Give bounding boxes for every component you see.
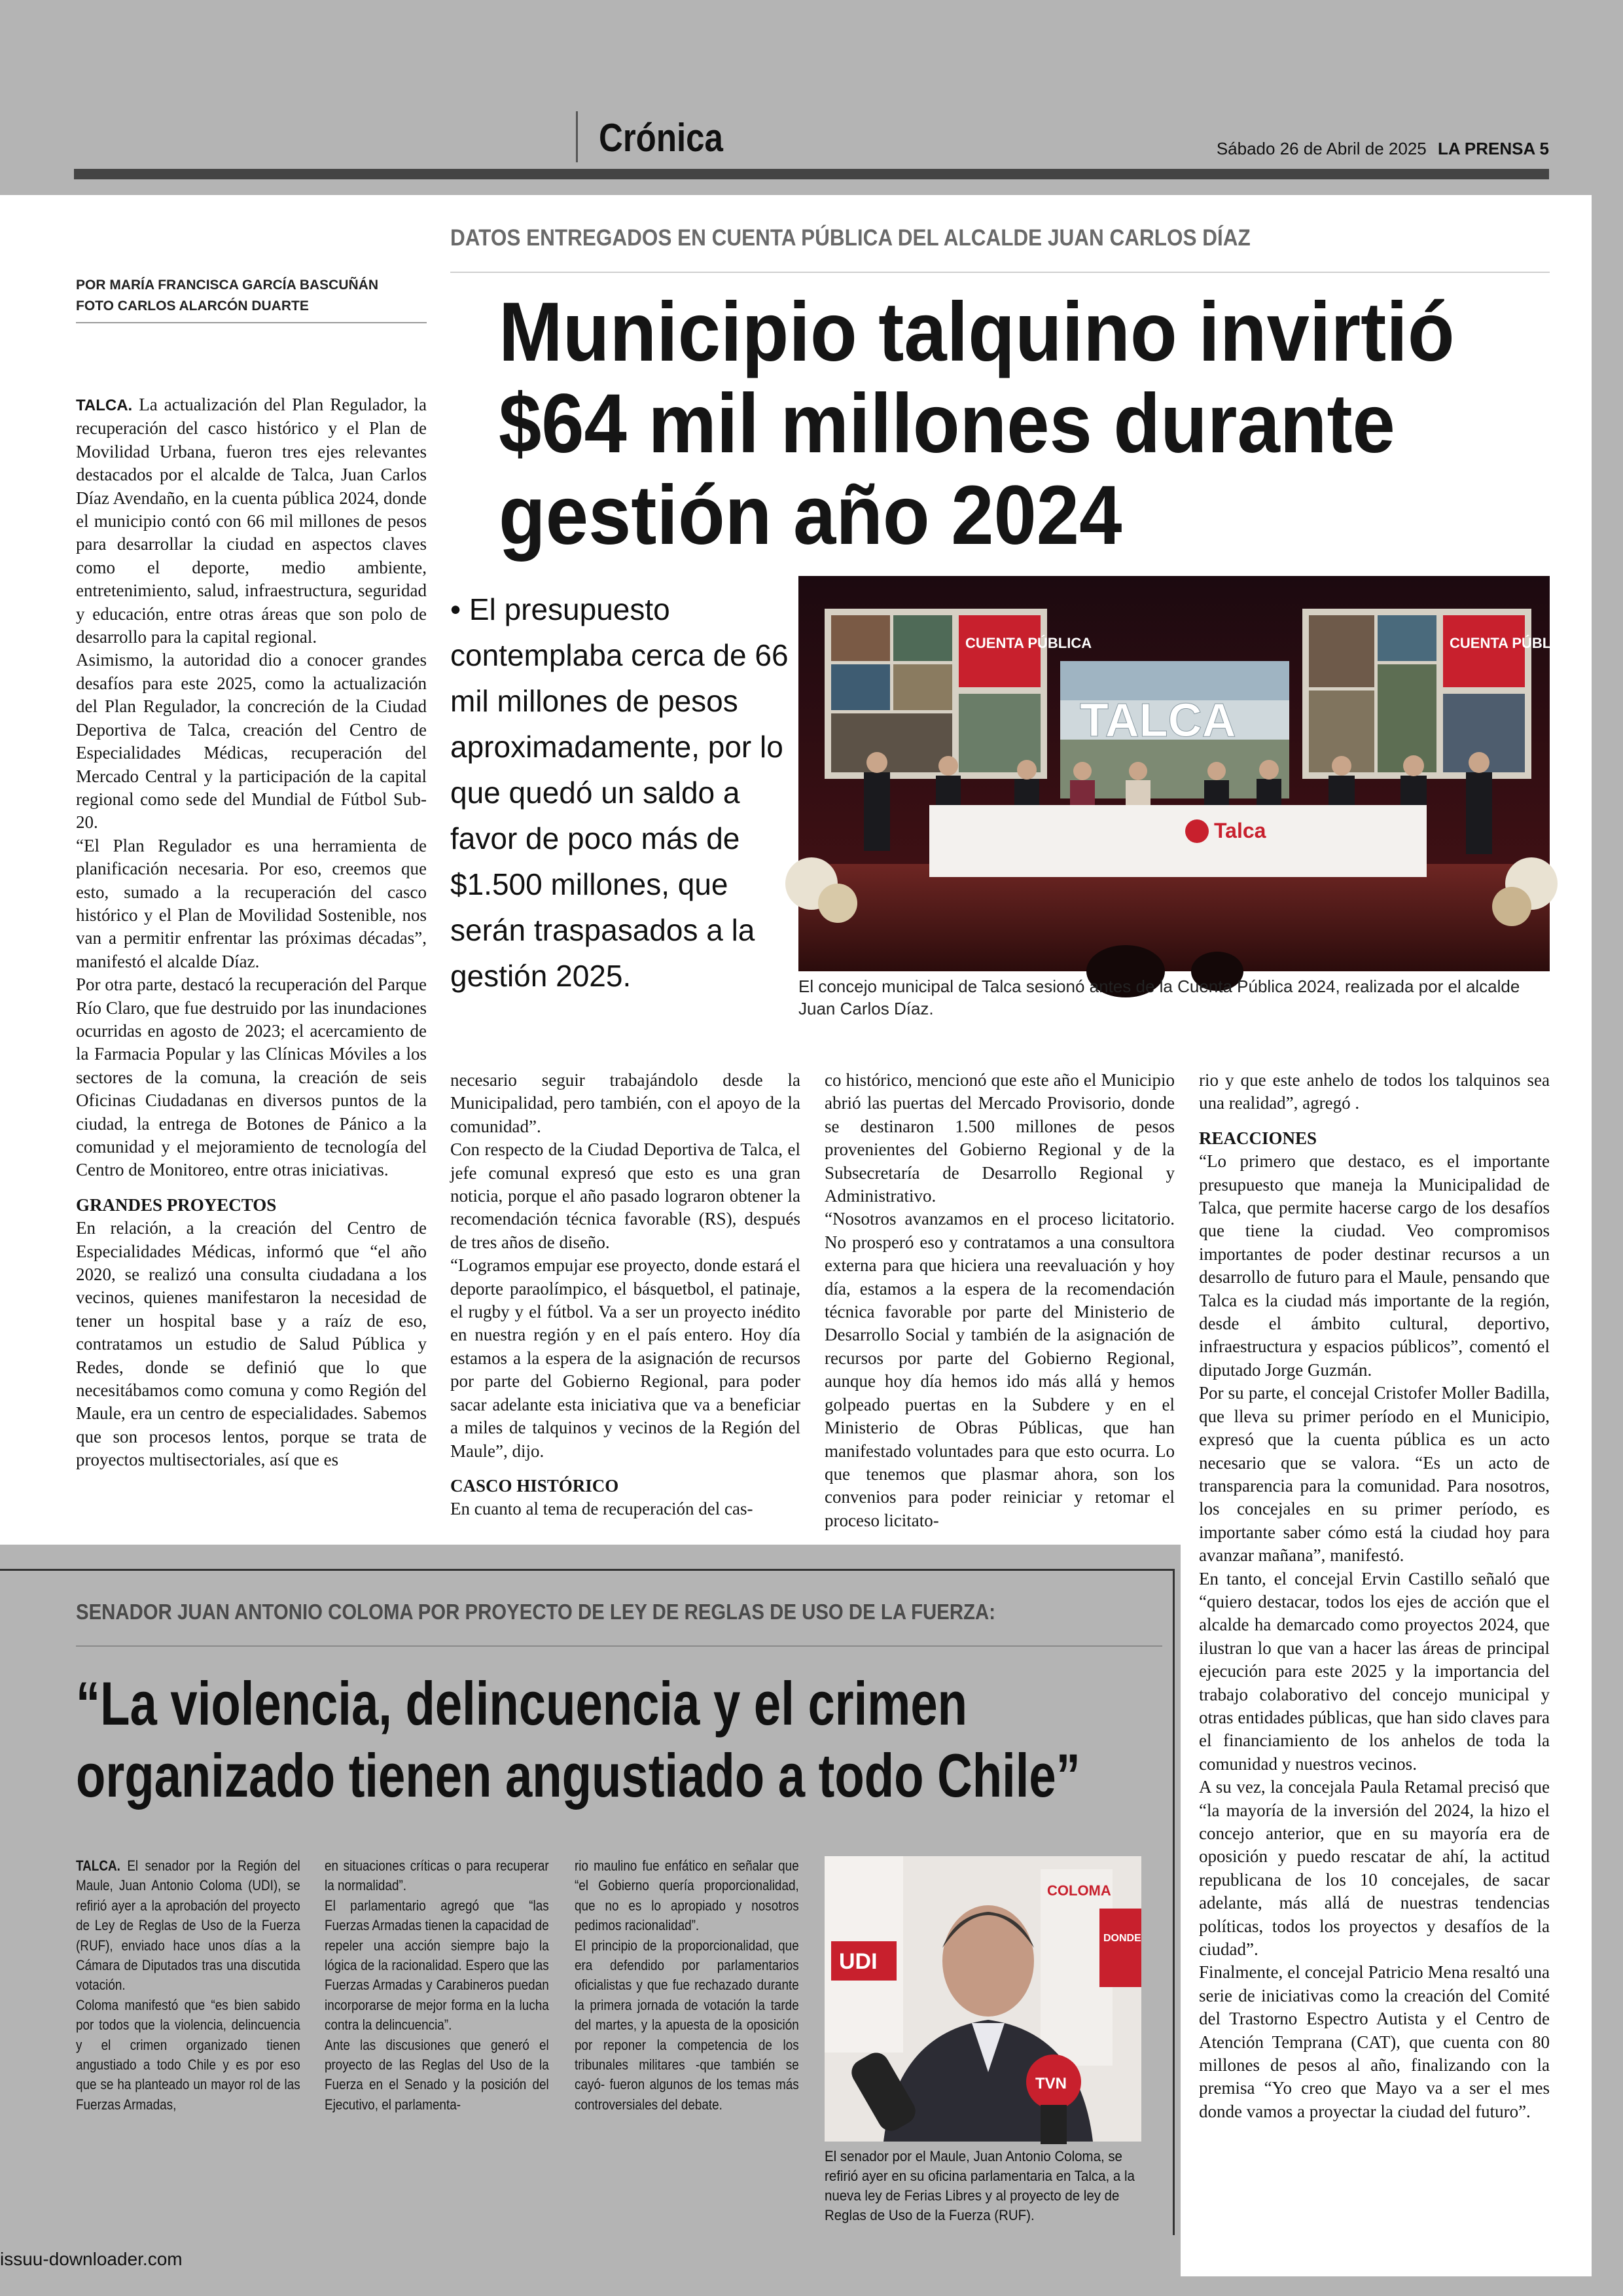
headline-line-3: gestión año 2024 [499, 469, 1122, 562]
center-screen-text: TALCA [1080, 694, 1236, 747]
banner-coloma-text: COLOMA [1047, 1882, 1111, 1899]
col1-para-5: En relación, a la creación del Centro de Especialidades Médicas, informó que “el año 2020, se realizó una consulta ciudadana a los vecinos, quienes manifestaron la necesidad de tener un hospital base y a raíz de eso, contratamos un estudio de Salud Pública y Redes, donde se definió que lo que necesitábamos como comuna y como Región del Maule, era un centro de especialidades. Sabemos que son procesos lentos, porque se trata de proyectos multisectoriales, así que es [76, 1218, 427, 1470]
headline-line-1: Municipio talquino invirtió [499, 285, 1455, 379]
box-column-2 [325, 1856, 549, 2115]
box-col2-para-1: en situaciones críticas o para recuperar la normalidad”. [325, 1857, 549, 1894]
box-headline-line-1: “La violencia, delincuencia y el crimen [76, 1669, 967, 1738]
col2-para-4: En cuanto al tema de recuperación del cas- [450, 1499, 753, 1519]
article-column-1 [76, 393, 427, 1472]
right-screen-text: CUENTA PÚBLICA [1450, 635, 1577, 651]
box-col1-para-1: El senador por la Región del Maule, Juan Antonio Coloma (UDI), se refirió ayer a la aprobación del proyecto de Ley de Reglas de Uso de la Fuerza (RUF), enviado hace unos días a la Cámara de Diputados tras una discutida votación. [76, 1857, 300, 1994]
podium-text: Talca [1214, 819, 1266, 842]
senator-photo [825, 1856, 1141, 2142]
col2-para-3: “Logramos empujar ese proyecto, donde estará el deporte paraolímpico, el básquetbol, el patinaje, el rugby y el fútbol. Va a ser un proyecto inédito en nuestra región y en el país entero. Hoy día estamos a la espera de la asignación de recursos por parte del Gobierno Regional, para poder sacar adelante esta iniciativa que va a beneficiar a miles de talquinos y vecinos de la Región del Maule”, dijo. [450, 1255, 800, 1461]
col2-para-2: Con respecto de la Ciudad Deportiva de Talca, el jefe comunal expresó que esto es una gran noticia, porque el año pasado lograron obtener la recomendación técnica favorable (RS), después de tres años de diseño. [450, 1139, 800, 1252]
article-column-4 [1199, 1069, 1550, 2123]
council-table [929, 805, 1427, 877]
subhead-reacciones: REACCIONES [1199, 1128, 1317, 1148]
byline [76, 275, 427, 317]
council-photo [798, 576, 1577, 971]
col1-para-3: “El Plan Regulador es una herramienta de planificación necesaria. Por eso, creemos que esto, sumado a la recuperación del casco histórico y el Plan de Movilidad Sostenible, nos van a permitir enfrentar las próximas décadas”, manifestó el alcalde Díaz. [76, 835, 427, 971]
col4-para-5: A su vez, la concejala Paula Retamal precisó que “la mayoría de la inversión del 2024, la hizo el concejo anterior, que en su mayoría era de oposición y puedo rescatar de ahí, la actitud republicana de los 10 concejales, de sacar adelante, más allá de nuestras tendencias políticas, todos los proyectos y desafíos de la ciudad”. [1199, 1777, 1550, 1960]
dateline: TALCA. [76, 397, 133, 414]
summary-bullet: • [450, 592, 461, 626]
banner-donde-text: DONDE [1103, 1933, 1141, 1944]
box-column-1 [76, 1856, 300, 2115]
box-kicker: SENADOR JUAN ANTONIO COLOMA POR PROYECTO DE LEY DE REGLAS DE USO DE LA FUERZA: [76, 1600, 995, 1624]
col3-para-1: co histórico, mencionó que este año el Municipio abrió las puertas del Mercado Provisorio, donde se destinaron 1.500 millones de pesos provenientes del Gobierno Regional y de la Subsecretaría de Desarrollo Regional y Administrativo. [825, 1070, 1175, 1206]
article-summary [450, 586, 791, 999]
col1-para-2: Asimismo, la autoridad dio a conocer grandes desafíos para este 2025, como la actualización del Plan Regulador, la concreción de la Ciudad Deportiva de Talca, creación del Centro de Especialidades Médicas, recuperación del Mercado Central y la participación de la capital regional como sede del Mundial de Fútbol Sub-20. [76, 650, 427, 833]
box-col3-para-1: rio maulino fue enfático en señalar que “el Gobierno quería proporcionalidad, que no es lo apropiado y nosotros pedimos racionalidad”. [575, 1857, 799, 1934]
box-column-3 [575, 1856, 799, 2115]
byline-photo: FOTO CARLOS ALARCÓN DUARTE [76, 298, 309, 314]
article-kicker: DATOS ENTREGADOS EN CUENTA PÚBLICA DEL ALCALDE JUAN CARLOS DÍAZ [450, 225, 1251, 251]
watermark: issuu-downloader.com [0, 2249, 183, 2269]
header-date-text: Sábado 26 de Abril de 2025 [1216, 139, 1427, 158]
article-headline [499, 287, 1541, 562]
col4-para-1: rio y que este anhelo de todos los talquinos sea una realidad”, agregó . [1199, 1070, 1550, 1113]
col4-para-6: Finalmente, el concejal Patricio Mena resaltó una serie de iniciativas como la creación del Comité del Trastorno Espectro Autista y el Centro de Atención Temprana (CAT), que cuenta con 80 millones de pesos al año, finalizando con la premisa “Yo creo que Mayo va a ser el mes donde vamos a proyectar la ciudad del futuro”. [1199, 1962, 1550, 2121]
left-screen-text: CUENTA PÚBLICA [965, 635, 1092, 651]
box-top-rule [0, 1569, 1173, 1571]
banner-udi-text: UDI [839, 1949, 878, 1974]
col2-para-1: necesario seguir trabajándolo desde la Municipalidad, pero también, con el apoyo de la comunidad”. [450, 1070, 800, 1136]
box-headline-line-2: organizado tienen angustiado a todo Chile” [76, 1741, 1080, 1810]
council-photo-svg [798, 576, 1577, 971]
col4-para-2: “Lo primero que destaco, es el importante presupuesto que maneja la Municipalidad de Talca, que permite hacerse cargo de los desafíos que tiene la ciudad. Veo compromisos importantes de poder destinar recursos a un desarrollo de futuro para el Maule, pensando que Talca es la ciudad más importante de la región, desde el ámbito cultural, deportivo, infraestructura y espacios públicos”, comentó el diputado Jorge Guzmán. [1199, 1151, 1550, 1380]
box-col3-para-2: El principio de la proporcionalidad, que era defendido por parlamentarios oficialistas y que fue rechazado durante la primera jornada de votación la tarde del martes, y la apuesta de la oposición por reponer la competencia de los tribunales militares -que también se cayó- fueron algunos de los temas más controversiales del debate. [575, 1937, 799, 2113]
kicker-rule [450, 272, 1550, 273]
header-date [1217, 139, 1549, 159]
headline-line-2: $64 mil millones durante [499, 377, 1395, 471]
section-title: Crónica [599, 116, 723, 160]
byline-author: POR MARÍA FRANCISCA GARCÍA BASCUÑÁN [76, 278, 378, 293]
box-col2-para-2: El parlamentario agregó que “las Fuerzas Armadas tienen la capacidad de repeler una acción siempre bajo la lógica de la racionalidad. Espero que las Fuerzas Armadas y Carabineros puedan incorporarse de mejor forma en la lucha contra la delincuencia”. [325, 1897, 549, 2034]
subhead-casco-historico: CASCO HISTÓRICO [450, 1475, 619, 1496]
subhead-grandes-proyectos: GRANDES PROYECTOS [76, 1194, 277, 1215]
col4-para-3: Por su parte, el concejal Cristofer Moller Badilla, que lleva su primer período en el Municipio, expresó que la cuenta pública es un acto necesario que se valora. “Es un acto de transparencia para la comunidad. Para nosotros, los concejales en su primer período, es importante saber cómo está la ciudad hoy para avanzar mañana”, manifestó. [1199, 1383, 1550, 1566]
senator-photo-svg [825, 1856, 1141, 2142]
box-col2-para-3: Ante las discusiones que generó el proyecto de las Reglas del Uso de la Fuerza en el Senado y la posición del Ejecutivo, el parlamenta- [325, 2036, 549, 2113]
box-kicker-rule [76, 1645, 1162, 1647]
byline-rule [76, 322, 427, 323]
header-divider [576, 111, 578, 162]
col4-para-4: En tanto, el concejal Ervin Castillo señaló que “quiero destacar, todos los ejes de acción que el alcalde ha demarcado como proyectos 2024, que ilustran lo que van a hacer las áreas de principal ejecución para este 2025 y la importancia del trabajo colaborativo del concejo municipal y otras entidades públicas, que han sido claves para el financiamiento de los anhelos de toda la comunidad y nuestros vecinos. [1199, 1568, 1550, 1774]
col1-para-4: Por otra parte, destacó la recuperación del Parque Río Claro, que fue destruido por las inundaciones ocurridas en agosto de 2023; el acercamiento de la Farmacia Popular y las Clínicas Móviles a los sectores de la comuna, la creación de seis Oficinas Ciudadanas en diversos puntos de la ciudad, la entrega de Botones de Pánico a la comunidad y el mejoramiento de tecnología del Centro de Monitoreo, entre otras iniciativas. [76, 975, 427, 1180]
summary-text: El presupuesto contemplaba cerca de 66 mil millones de pesos aproximadamente, por lo que quedó un saldo a favor de poco más de $1.500 millones, que serán traspasados a la gestión 2025. [450, 592, 789, 993]
header-paper-page: LA PRENSA 5 [1438, 139, 1549, 158]
col3-para-2: “Nosotros avanzamos en el proceso licitatorio. No prosperó eso y contratamos a una consultora externa para que hiciera una reevaluación y hoy día, estamos a la espera de la recomendación técnica favorable por parte del Ministerio de Desarrollo Social y también de la asignación de recursos por parte del Gobierno Regional, aunque hoy día hemos ido más allá y hemos golpeado puertas en la Subdere y en el Ministerio de Obras Públicas, que han manifestado voluntades para que esto ocurra. Lo que tenemos que plasmar ahora, son los convenios para poder reiniciar y retomar el proceso licitato- [825, 1209, 1175, 1530]
senator-photo-caption: El senador por el Maule, Juan Antonio Coloma, se refirió ayer en su oficina parlamentaria en Talca, a la nueva ley de Ferias Libres y al proyecto de ley de Reglas de Uso de la Fuerza (RUF). [825, 2148, 1135, 2223]
article-column-2 [450, 1069, 800, 1521]
article-column-3 [825, 1069, 1175, 1532]
page-header [0, 0, 1623, 195]
box-dateline: TALCA. [76, 1857, 120, 1874]
center-screen [1060, 661, 1289, 798]
photo-caption: El concejo municipal de Talca sesionó antes de la Cuenta Pública 2024, realizada por el alcalde Juan Carlos Díaz. [798, 977, 1520, 1018]
mic-tvn-text: TVN [1035, 2075, 1067, 2092]
header-rule [74, 169, 1549, 179]
box-headline [76, 1668, 1347, 1812]
col1-para-1: La actualización del Plan Regulador, la recuperación del casco histórico y el Plan de Movilidad Urbana, fueron tres ejes relevantes destacados por el alcalde de Talca, Juan Carlos Díaz Avendaño, en la cuenta pública 2024, donde el municipio contó con 66 mil millones de pesos para desarrollar la ciudad en aspectos claves como el deporte, medio ambiente, entretenimiento, salud, infraestructura, seguridad y educación, entre otras áreas que son polo de desarrollo para la capital regional. [76, 395, 427, 647]
box-col1-para-2: Coloma manifestó que “es bien sabido por todos que la violencia, delincuencia y el crimen organizado tienen angustiado a todo Chile y es por eso que se ha planteado un mayor rol de las Fuerzas Armadas, [76, 1996, 300, 2113]
